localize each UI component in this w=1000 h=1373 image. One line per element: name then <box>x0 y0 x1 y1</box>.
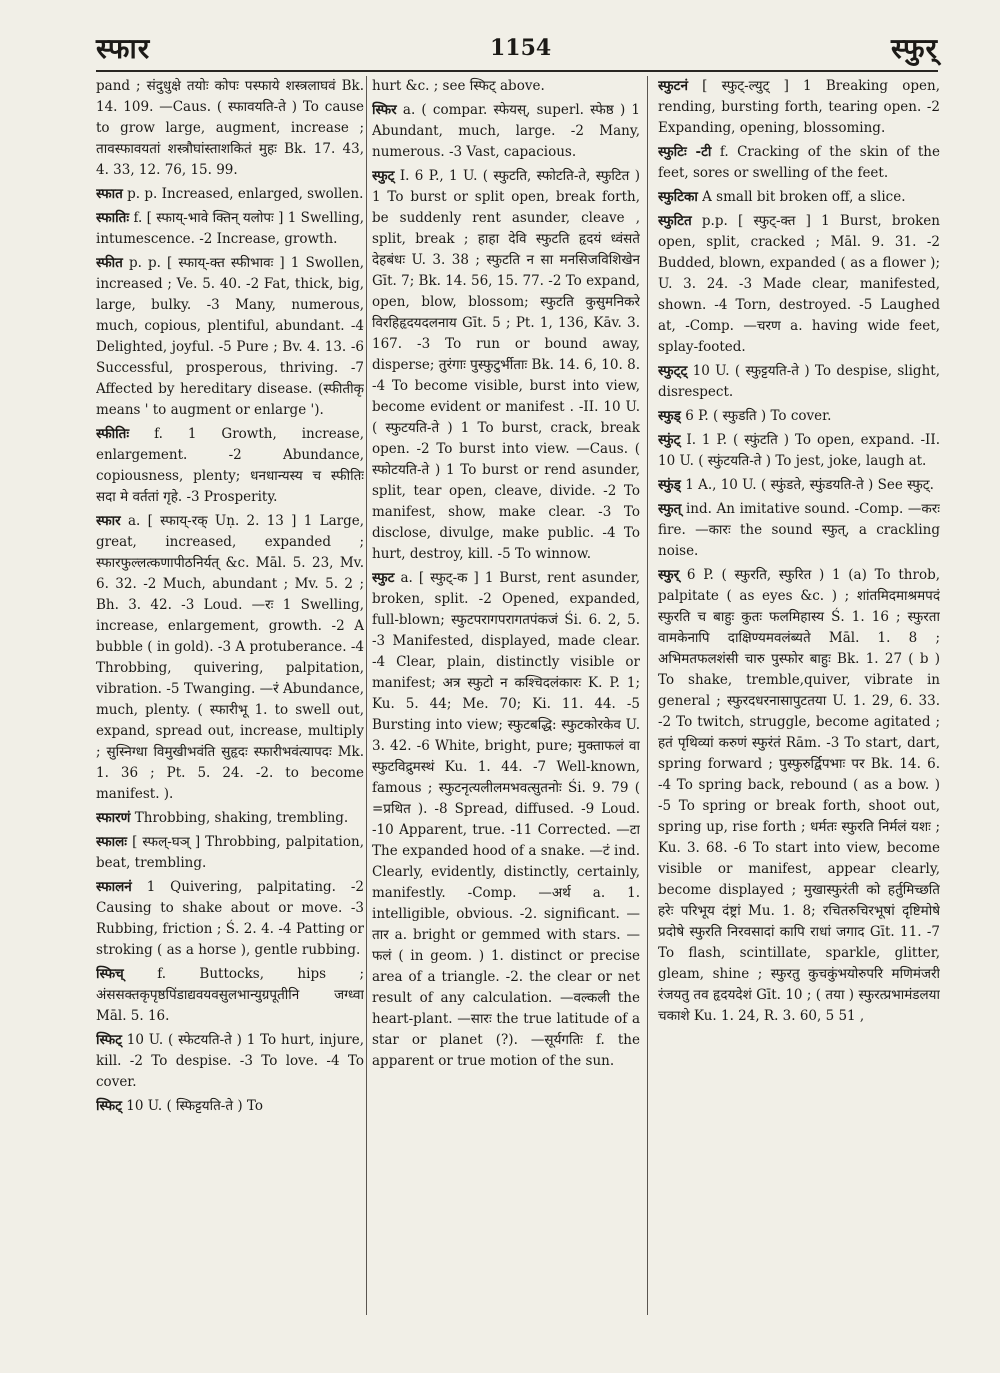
entry-headword: स्फात <box>96 186 123 202</box>
entry-definition: a. [ स्फुट्-क ] 1 Burst, rent asunder, broken, split. -2 Opened, expanded, full-blown; स्फुटपरागपरागतपंकजं Śi. 6. 2, 5. -3 Manifested, displayed, made clear. -4 Clear, plain, distinctly visible or manifest; अत्र स्फुटो न कश्चिदलंकारः K. P. 1; Ku. 5. 44; Me. 70; Ki. 11. 44. -5 Bursting into view; स्फुटबद्धि: स्फुटकोरकेव U. 3. 42. -6 White, bright, pure; मुक्ताफलं वा स्फुटविद्रुमस्थं Ku. 1. 44. -7 Well-known, famous ; स्फुटनृत्यलीलमभवत्सुतनोः Śi. 9. 79 ( =प्रथित ). -8 Spread, diffused. -9 Loud. -10 Apparent, true. -11 Corrected. —टा The expanded hood of a snake. —टं ind. Clearly, evidently, distinctly, certainly, manifestly. -Comp. —अर्थ a. 1. intelligible, obvious. -2. significant. —तार a. bright or gemmed with stars. —फलं ( in geom. ) 1. distinct or precise area of a triangle. -2. the clear or net result of any calculation. —वल्कली the heart-plant. —सारः the true latitude of a star or planet (?). —सूर्यगतिः f. the apparent or true motion of the sun. <box>372 570 640 1069</box>
entry-headword: स्फुटनं <box>658 78 688 94</box>
entry-definition: 10 U. ( स्फिट्टयति-ते ) To <box>126 1098 263 1114</box>
entry-headword: स्फार <box>96 513 121 529</box>
column-divider <box>366 76 367 1315</box>
entry-headword: स्फुटिः -टी <box>658 144 712 160</box>
entry-headword: स्फिट् <box>96 1098 122 1114</box>
entry-definition: hurt &c. ; see स्फिट् above. <box>372 78 545 94</box>
dictionary-entry <box>658 565 940 1027</box>
entry-headword: स्फालः <box>96 834 128 850</box>
dictionary-entry <box>658 76 940 139</box>
entry-headword: स्फुड् <box>658 408 681 424</box>
entry-definition: f. [ स्फाय्-भावे क्तिन् यलोपः ] 1 Swelling, intumescence. -2 Increase, growth. <box>96 210 364 247</box>
entry-definition: pand ; संदुधुक्षे तयोः कोपः पस्फाये शस्त्रलाघवं Bk. 14. 109. —Caus. ( स्फावयति-ते ) To cause to grow large, augment, increase ; तावस्फावयतां शस्त्रौघांस्ताशकितं मुहः Bk. 17. 43, 4. 33, 12. 76, 15. 99. <box>96 78 364 178</box>
entry-definition: A small bit broken off, a slice. <box>702 189 906 205</box>
dictionary-entry <box>658 361 940 403</box>
column-left <box>96 76 364 1315</box>
dictionary-entry <box>96 877 364 961</box>
dictionary-entry <box>96 511 364 805</box>
dictionary-entry <box>658 430 940 472</box>
dictionary-entry <box>96 208 364 250</box>
entry-headword: स्फुर् <box>658 567 680 583</box>
entry-headword: स्फुंट् <box>658 432 681 448</box>
entry-headword: स्फुट <box>372 570 395 586</box>
dictionary-entry <box>96 424 364 508</box>
entry-headword: स्फुत् <box>658 501 682 517</box>
dictionary-entry <box>372 568 640 1072</box>
entry-definition: 6 P. ( स्फुरति, स्फुरित ) 1 (a) To throb, palpitate ( as eyes &c. ) ; शांतमिदमाश्रमपदं स्फुरति च बाहुः कुतः फलमिहास्य Ś. 1. 16 ; स्फुरता वामकेनापि दाक्षिण्यमवलंब्यते Māl. 1. 8 ; अभिमतफलशंसी चारु पुस्फोर बाहुः Bk. 1. 27 ( b ) To shake, tremble,quiver, vibrate in general ; स्फुरदधरनासापुटतया U. 1. 29, 6. 33. -2 To twitch, struggle, become agitated ; हतं पृथिव्यां करुणं स्फुरंतं Rām. -3 To start, dart, spring forward ; पुस्फुरुर्द्विपभाः पर Bk. 14. 6. -4 To spring back, rebound ( as a bow. ) -5 To spring or break forth, shoot out, spring up, rise forth ; धर्मतः स्फुरति निर्मलं यशः ; Ku. 3. 68. -6 To start into view, become visible or manifest, appear clearly, become displayed ; मुखास्फुरंती को हर्तुमिच्छति हरेः परिभूय दंष्ट्रां Mu. 1. 8; रचितरुचिरभूषां दृष्टिमोषे प्रदोषे स्फुरति निरवसादां कापि राधां जगाद Gīt. 11. -7 To flash, scintillate, sparkle, glitter, gleam, shine ; स्फुरतु कुचकुंभयोरुपरि मणिमंजरी रंजयतु तव हृदयदेशं Gīt. 10 ; ( तया ) स्फुरत्प्रभामंडलया चकाशे Ku. 1. 24, R. 3. 60, 5 51 , <box>658 567 940 1024</box>
entry-definition: p.p. [ स्फुट्-क्त ] 1 Burst, broken open, split, cracked ; Māl. 9. 31. -2 Budded, blown, expanded ( as a flower ); U. 3. 24. -3 Made clear, manifested, shown. -4 Torn, destroyed. -5 Laughed at, -Comp. —चरण a. having wide feet, splay-footed. <box>658 213 940 355</box>
dictionary-entry <box>658 406 940 427</box>
dictionary-entry <box>96 832 364 874</box>
entry-definition: I. 6 P., 1 U. ( स्फुटति, स्फोटति-ते, स्फुटित ) 1 To burst or split open, break forth, be suddenly rent asunder, cleave , split, break ; हाहा देवि स्फुटति हृदयं ध्वंसते देहबंधः U. 3. 38 ; स्फुटति न सा मनसिजविशिखेन Gīt. 7; Bk. 14. 56, 15. 77. -2 To expand, open, blow, blossom; स्फुटति कुसुमनिकरे विरहिहृदयदलनाय Gīt. 5 ; Pt. 1, 136, Kāv. 3. 167. -3 To run or bound away, disperse; तुरंगाः पुस्फुटुर्भीताः Bk. 14. 6, 10. 8. -4 To become visible, burst into view, become evident or manifest . -II. 10 U. ( स्फुटयति-ते ) 1 To burst, crack, break open. -2 To burst into view. —Caus. ( स्फोटयति-ते ) 1 To burst or rend asunder, split, tear open, cleave, divide. -2 To manifest, show, make clear. -3 To disclose, divulge, make public. -4 To hurt, destroy, kill. -5 To winnow. <box>372 168 640 562</box>
entry-headword: स्फीत <box>96 255 123 271</box>
entry-headword: स्फुटिका <box>658 189 698 205</box>
dictionary-entry <box>658 187 940 208</box>
dictionary-entry <box>96 808 364 829</box>
entry-headword: स्फिर <box>372 102 397 118</box>
dictionary-entry <box>372 76 640 97</box>
entry-headword: स्फुट्ट् <box>658 363 688 379</box>
entry-definition: f. Buttocks, hips ; अंससक्तकृपृष्ठपिंडाद्यवयवसुलभान्युग्रपूतीनि जग्ध्वा Māl. 5. 16. <box>96 966 364 1024</box>
entry-definition: a. [ स्फाय्-रक् Uṇ. 2. 13 ] 1 Large, great, increased, expanded ; स्फारफुल्लत्कणापीठनिर्यत् &c. Māl. 5. 23, Mv. 6. 32. -2 Much, abundant ; Mv. 5. 2 ; Bh. 3. 42. -3 Loud. —रः 1 Swelling, increase, enlargement, growth. -2 A bubble ( in gold). -3 A protuberance. -4 Throbbing, quivering, palpitation, vibration. -5 Twanging. —रं Abundance, much, plenty. ( स्फारीभू 1. to swell out, expand, spread out, increase, multiply ; सुस्निग्धा विमुखीभवंति सुहृदः स्फारीभवंत्यापदः Mk. 1. 36 ; Pt. 5. 24. -2. to become manifest. ). <box>96 513 364 802</box>
column-right <box>658 76 940 1315</box>
dictionary-entry <box>96 253 364 421</box>
entry-definition: f. Cracking of the skin of the feet, sores or swelling of the feet. <box>658 144 940 181</box>
column-middle <box>372 76 640 1315</box>
entry-definition: p. p. [ स्फाय्-क्त स्फीभावः ] 1 Swollen, increased ; Ve. 5. 40. -2 Fat, thick, big, large, bulky. -3 Many, numerous, much, copious, plentiful, abundant. -4 Delighted, joyful. -5 Pure ; Bv. 4. 13. -6 Successful, prosperous, thriving. -7 Affected by hereditary disease. (स्फीतीकृ means ' to augment or enlarge '). <box>96 255 364 418</box>
dictionary-entry <box>96 184 364 205</box>
entry-headword: स्फारणं <box>96 810 131 826</box>
dictionary-entry <box>96 1096 364 1117</box>
entry-definition: ind. An imitative sound. -Comp. —करः fire. —कारः the sound स्फुत्, a crackling noise. <box>658 501 940 559</box>
dictionary-entry <box>658 142 940 184</box>
entry-headword: स्फुट् <box>372 168 395 184</box>
entry-definition: a. ( compar. स्फेयस्, superl. स्फेष्ठ ) 1 Abundant, much, large. -2 Many, numerous. -3 Vast, capacious. <box>372 102 640 160</box>
entry-headword: स्फातिः <box>96 210 130 226</box>
entry-definition: [ स्फुट्-ल्युट् ] 1 Breaking open, rending, bursting forth, tearing open. -2 Expanding, opening, blossoming. <box>658 78 940 136</box>
entry-headword: स्फिच् <box>96 966 124 982</box>
running-header <box>96 28 938 68</box>
dictionary-entry <box>96 1030 364 1093</box>
entry-headword: स्फालनं <box>96 879 132 895</box>
entry-definition: I. 1 P. ( स्फुंटति ) To open, expand. -II. 10 U. ( स्फुंटयति-ते ) To jest, joke, laugh at. <box>658 432 940 469</box>
entry-definition: 1 Quivering, palpitating. -2 Causing to shake about or move. -3 Rubbing, friction ; Ś. 2. 4. -4 Patting or stroking ( as a horse ), gentle rubbing. <box>96 879 364 958</box>
dictionary-entry <box>96 76 364 181</box>
entry-definition: 10 U. ( स्फुट्टयति-ते ) To despise, slight, disrespect. <box>658 363 940 400</box>
dictionary-entry <box>658 475 940 496</box>
entry-definition: 6 P. ( स्फुडति ) To cover. <box>685 408 832 424</box>
dictionary-entry <box>372 166 640 565</box>
entry-headword: स्फीतिः <box>96 426 130 442</box>
dictionary-entry <box>372 100 640 163</box>
column-divider <box>647 76 648 1315</box>
left-headword: स्फार <box>96 32 151 65</box>
entry-headword: स्फिट् <box>96 1032 122 1048</box>
entry-definition: [ स्फल्-घञ् ] Throbbing, palpitation, beat, trembling. <box>96 834 364 871</box>
entry-headword: स्फुंड् <box>658 477 681 493</box>
right-headword: स्फुर् <box>891 32 938 65</box>
entry-definition: p. p. Increased, enlarged, swollen. <box>127 186 364 202</box>
page-number: 1154 <box>490 35 552 61</box>
entry-headword: स्फुटित <box>658 213 692 229</box>
dictionary-entry <box>658 499 940 562</box>
header-rule <box>96 70 938 72</box>
entry-definition: f. 1 Growth, increase, enlargement. -2 Abundance, copiousness, plenty; धनधान्यस्य च स्फीतिः सदा मे वर्ततां गृहे. -3 Prosperity. <box>96 426 364 505</box>
dictionary-entry <box>96 964 364 1027</box>
entry-definition: Throbbing, shaking, trembling. <box>134 810 349 826</box>
entry-definition: 10 U. ( स्फेटयति-ते ) 1 To hurt, injure, kill. -2 To despise. -3 To love. -4 To cover. <box>96 1032 364 1090</box>
dictionary-entry <box>658 211 940 358</box>
entry-definition: 1 A., 10 U. ( स्फुंडते, स्फुंडयति-ते ) See स्फुट्. <box>685 477 934 493</box>
